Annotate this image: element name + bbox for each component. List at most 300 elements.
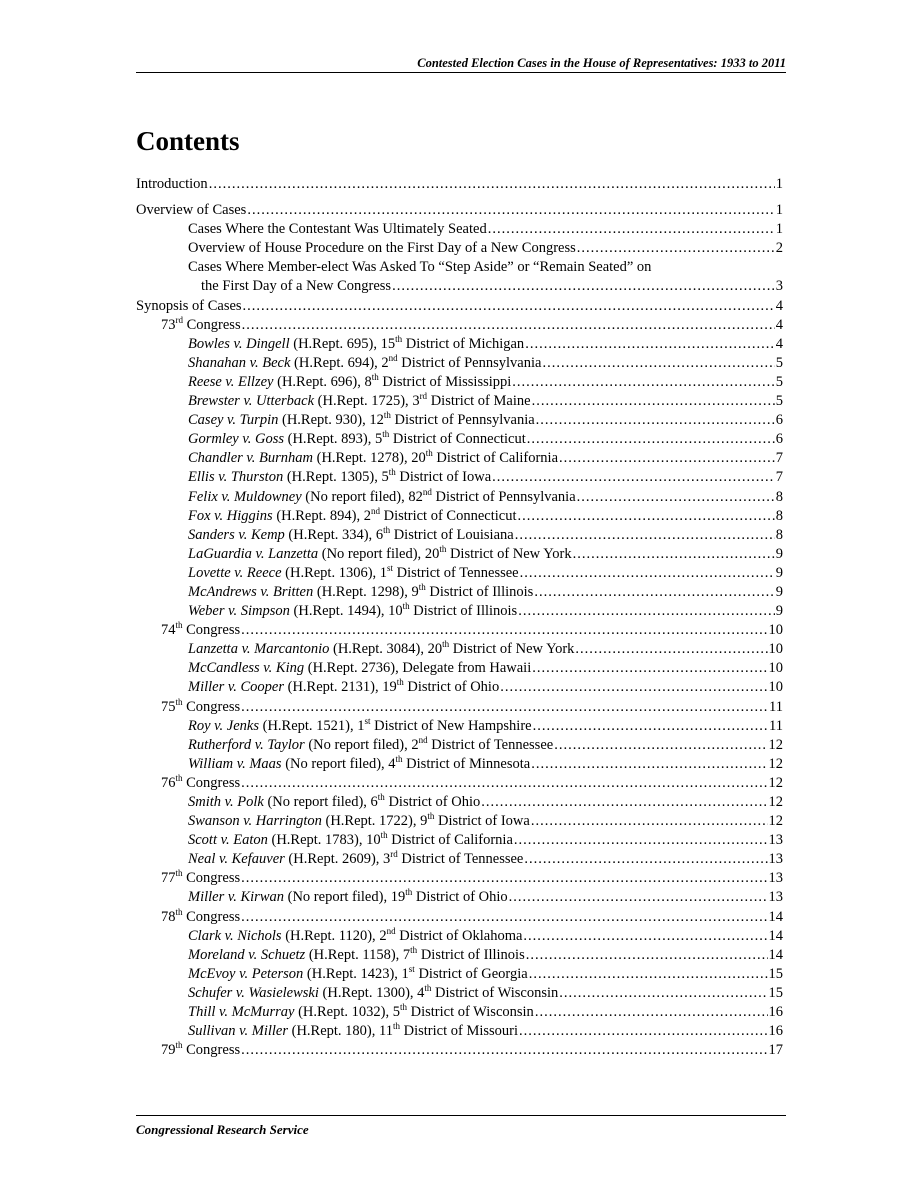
congress-label: Congress: [182, 774, 241, 791]
toc-page-number: 2: [775, 240, 783, 257]
toc-entry-case[interactable]: [136, 526, 783, 545]
toc-entry-label: the First Day of a New Congress: [201, 278, 392, 295]
district-name: District of Oklahoma: [395, 927, 523, 944]
district-number: 2: [363, 507, 371, 524]
dot-leader: [241, 621, 767, 640]
district-number: 9: [411, 583, 419, 600]
ordinal-suffix: th: [383, 524, 391, 535]
toc-entry-case[interactable]: [136, 736, 783, 755]
header-divider: [136, 72, 786, 73]
case-report: (H.Rept. 1158),: [305, 946, 403, 963]
case-report: (No report filed),: [284, 889, 391, 906]
toc-entry-case[interactable]: [136, 449, 783, 468]
case-name: Felix v. Muldowney: [188, 488, 302, 505]
ordinal-suffix: nd: [388, 353, 398, 364]
toc-page-number: 9: [775, 545, 783, 562]
district-name: District of Pennsylvania: [390, 412, 535, 429]
case-name: Brewster v. Utterback: [188, 393, 315, 410]
case-name: Lovette v. Reece: [188, 564, 282, 581]
case-report: (H.Rept. 694),: [290, 354, 382, 371]
ordinal-suffix: th: [396, 677, 404, 688]
dot-leader: [209, 175, 775, 194]
toc-page-number: 10: [768, 641, 783, 658]
district-name: District of Tennessee: [393, 564, 519, 581]
dot-leader: [500, 678, 767, 697]
case-name: Casey v. Turpin: [188, 412, 279, 429]
ordinal-suffix: th: [382, 429, 390, 440]
case-report: (H.Rept. 3084),: [329, 641, 428, 658]
ordinal-suffix: th: [424, 983, 432, 994]
ordinal-suffix: th: [380, 830, 388, 841]
congress-number: 78: [161, 908, 176, 925]
toc-page-number: 13: [768, 832, 783, 849]
toc-page-number: 8: [775, 507, 783, 524]
toc-page-number: 14: [768, 946, 783, 963]
district-number: 8: [364, 373, 372, 390]
ordinal-suffix: th: [427, 811, 435, 822]
toc-page-number: 5: [775, 393, 783, 410]
ordinal-suffix: th: [399, 1002, 407, 1013]
congress-number: 77: [161, 870, 176, 887]
district-name: District of California: [387, 832, 513, 849]
district-name: District of Pennsylvania: [431, 488, 576, 505]
case-name: Shanahan v. Beck: [188, 354, 291, 371]
toc-page-number: 7: [775, 469, 783, 486]
district-name: District of Connecticut: [379, 507, 517, 524]
toc-entry-case[interactable]: [136, 965, 783, 984]
toc-page-number: 12: [768, 813, 783, 830]
district-name: District of New York: [446, 545, 572, 562]
toc-entry-congress[interactable]: [136, 774, 783, 793]
case-name: Ellis v. Thurston: [188, 469, 284, 486]
dot-leader: [525, 335, 775, 354]
district-name: Delegate from Hawaii: [402, 660, 532, 677]
case-name: Swanson v. Harrington: [188, 813, 322, 830]
toc-page-number: 14: [768, 927, 783, 944]
toc-page-number: 9: [775, 564, 783, 581]
toc-entry-case[interactable]: [136, 640, 783, 659]
district-name: District of Illinois: [425, 583, 534, 600]
congress-number: 75: [161, 698, 176, 715]
district-number: 15: [380, 335, 396, 352]
case-report: (H.Rept. 1305),: [283, 469, 382, 486]
district-name: District of Georgia: [414, 965, 528, 982]
district-number: 82: [408, 488, 423, 505]
case-report: (H.Rept. 1306),: [281, 564, 380, 581]
district-number: 9: [420, 813, 428, 830]
toc-entry-case[interactable]: [136, 717, 783, 736]
toc-entry-label: Overview of Cases: [136, 202, 247, 219]
toc-page-number: 17: [768, 1042, 783, 1059]
case-report: (H.Rept. 695),: [289, 335, 381, 352]
ordinal-suffix: th: [410, 944, 418, 955]
ordinal-suffix: th: [442, 639, 450, 650]
case-report: (H.Rept. 1423),: [303, 965, 402, 982]
dot-leader: [514, 831, 768, 850]
dot-leader: [523, 927, 767, 946]
toc-page-number: 13: [768, 851, 783, 868]
case-name: William v. Maas: [188, 755, 282, 772]
district-number: 6: [370, 794, 378, 810]
ordinal-suffix: th: [395, 333, 403, 344]
congress-label: Congress: [182, 1042, 241, 1059]
dot-leader: [554, 736, 767, 755]
dot-leader: [392, 277, 775, 296]
district-name: District of Missouri: [400, 1023, 519, 1040]
toc-entry-step-aside-line1[interactable]: Cases Where Member-elect Was Asked To “Step Aside” or “Remain Seated” on: [188, 259, 652, 276]
district-number: 1: [401, 965, 409, 982]
ordinal-suffix: th: [439, 543, 447, 554]
toc-entry-case[interactable]: [136, 335, 783, 354]
dot-leader: [527, 430, 775, 449]
congress-label: Congress: [182, 908, 241, 925]
dot-leader: [241, 908, 767, 927]
toc-page-number: 1: [775, 176, 783, 192]
toc-entry-case[interactable]: [136, 507, 783, 526]
district-name: District of Iowa: [395, 469, 492, 486]
ordinal-suffix: th: [175, 620, 183, 631]
toc-entry-congress[interactable]: [136, 698, 783, 717]
case-name: Moreland v. Schuetz: [188, 946, 306, 963]
district-name: District of Connecticut: [389, 431, 526, 448]
congress-label: Congress: [183, 316, 241, 333]
dot-leader: [509, 888, 768, 907]
toc-page-number: 9: [775, 583, 783, 600]
district-number: 19: [382, 679, 397, 696]
toc-entry-case[interactable]: [136, 888, 783, 907]
dot-leader: [526, 946, 768, 965]
district-name: District of Ohio: [412, 889, 508, 906]
case-report: (H.Rept. 1278),: [313, 450, 412, 467]
running-header: Contested Election Cases in the House of Representatives: 1933 to 2011: [417, 56, 786, 70]
case-report: (H.Rept. 2609),: [284, 851, 384, 868]
district-name: District of Pennsylvania: [397, 354, 542, 371]
toc-entry-congress[interactable]: [136, 908, 783, 927]
case-report: (H.Rept. 1494),: [289, 603, 389, 620]
ordinal-suffix: th: [175, 773, 183, 784]
ordinal-suffix: th: [371, 372, 379, 383]
toc-entry-congress[interactable]: [136, 316, 783, 335]
dot-leader: [241, 698, 768, 717]
toc-entry-congress[interactable]: [136, 869, 783, 888]
dot-leader: [518, 602, 775, 621]
case-name: McAndrews v. Britten: [188, 583, 314, 600]
ordinal-suffix: th: [175, 1040, 183, 1051]
toc-page-number: 10: [768, 622, 783, 639]
ordinal-suffix: th: [425, 448, 433, 459]
case-name: Sanders v. Kemp: [188, 526, 285, 543]
case-report: (H.Rept. 696),: [273, 373, 365, 390]
case-report: (H.Rept. 894),: [272, 507, 364, 524]
district-name: District of Tennessee: [397, 851, 524, 868]
dot-leader: [531, 755, 767, 774]
dot-leader: [243, 297, 775, 316]
toc-page-number: 8: [775, 526, 783, 543]
toc-entry-label: Overview of House Procedure on the First Day of a New Congress: [188, 240, 576, 257]
case-report: (H.Rept. 1298),: [313, 583, 412, 600]
toc-page-number: 12: [768, 794, 783, 810]
dot-leader: [519, 1022, 767, 1041]
dot-leader: [242, 316, 775, 335]
ordinal-suffix: nd: [422, 486, 432, 497]
toc-entry-case[interactable]: [136, 392, 783, 411]
district-number: 4: [417, 984, 425, 1001]
dot-leader: [524, 850, 767, 869]
toc-page-number: 14: [768, 908, 783, 925]
dot-leader: [533, 717, 768, 736]
toc-entry-case[interactable]: [136, 430, 783, 449]
case-report: (H.Rept. 1521),: [258, 717, 358, 734]
toc-page-number: 1: [775, 202, 783, 219]
toc-page-number: 13: [768, 870, 783, 887]
toc-entry-label: Introduction: [136, 176, 208, 192]
ordinal-suffix: rd: [390, 849, 398, 860]
case-name: Sullivan v. Miller: [188, 1023, 288, 1040]
case-report: (No report filed),: [304, 736, 412, 753]
district-number: 19: [390, 889, 406, 906]
district-name: District of Iowa: [434, 813, 530, 830]
toc-entry-case[interactable]: [136, 468, 783, 487]
district-number: 20: [411, 450, 426, 467]
toc-entry-case[interactable]: [136, 545, 783, 564]
toc-entry-case[interactable]: [136, 488, 783, 507]
case-name: Scott v. Eaton: [188, 832, 268, 849]
dot-leader: [577, 239, 775, 258]
congress-number: 74: [161, 622, 176, 639]
district-number: 3: [412, 393, 420, 410]
district-number: 11: [379, 1023, 393, 1040]
case-name: Miller v. Kirwan: [188, 889, 284, 906]
toc-page-number: 10: [768, 679, 783, 696]
dot-leader: [531, 812, 768, 831]
district-name: District of New Hampshire: [370, 717, 532, 734]
case-report: (H.Rept. 930),: [278, 412, 370, 429]
toc-page-number: 8: [775, 488, 783, 505]
toc-entry-case[interactable]: [136, 927, 783, 946]
district-name: District of New York: [449, 641, 575, 658]
toc-entry-case[interactable]: [136, 812, 783, 831]
case-name: Chandler v. Burnham: [188, 450, 313, 467]
district-number: 1: [357, 717, 365, 734]
dot-leader: [481, 793, 767, 812]
dot-leader: [559, 449, 775, 468]
toc-page-number: 15: [768, 984, 783, 1001]
footer-divider: [136, 1115, 786, 1116]
case-name: Lanzetta v. Marcantonio: [188, 641, 330, 658]
case-report: (H.Rept. 893),: [283, 431, 375, 448]
ordinal-suffix: th: [395, 753, 403, 764]
toc-page-number: 7: [775, 450, 783, 467]
toc-entry-case[interactable]: [136, 411, 783, 430]
district-number: 1: [379, 564, 388, 581]
toc-page-number: 4: [775, 297, 783, 314]
ordinal-suffix: th: [175, 906, 183, 917]
case-name: Fox v. Higgins: [188, 507, 273, 524]
toc-entry-case[interactable]: [136, 946, 783, 965]
dot-leader: [492, 468, 775, 487]
case-report: (No report filed),: [263, 794, 371, 810]
toc-entry-case[interactable]: [136, 678, 783, 697]
toc-entry-overview[interactable]: [136, 201, 783, 220]
case-report: (No report filed),: [281, 755, 389, 772]
district-name: District of Tennessee: [427, 736, 554, 753]
case-name: Reese v. Ellzey: [188, 373, 274, 390]
toc-entry-synopsis[interactable]: [136, 297, 783, 316]
case-name: Clark v. Nichols: [188, 927, 282, 944]
ordinal-suffix: st: [408, 964, 415, 975]
toc-entry-case[interactable]: [136, 373, 783, 392]
toc-page-number: 5: [775, 373, 783, 390]
dot-leader: [520, 564, 775, 583]
toc-page-number: 12: [768, 755, 783, 772]
toc-page-number: 4: [775, 316, 783, 333]
page-footer: Congressional Research Service: [136, 1122, 309, 1137]
case-name: Thill v. McMurray: [188, 1004, 295, 1021]
toc-page-number: 13: [768, 889, 783, 906]
toc-entry-case[interactable]: [136, 583, 783, 602]
case-name: Smith v. Polk: [188, 794, 264, 810]
toc-entry-case[interactable]: [136, 1022, 783, 1041]
ordinal-suffix: nd: [386, 925, 396, 936]
district-number: 7: [402, 946, 411, 963]
ordinal-suffix: th: [402, 601, 410, 612]
case-name: Roy v. Jenks: [188, 717, 259, 734]
district-name: District of Wisconsin: [406, 1004, 534, 1021]
district-number: 6: [375, 526, 384, 543]
toc-entry-case[interactable]: [136, 984, 783, 1003]
dot-leader: [575, 640, 767, 659]
case-name: LaGuardia v. Lanzetta: [188, 545, 319, 562]
toc-entry-case[interactable]: [136, 564, 783, 583]
dot-leader: [241, 869, 767, 888]
toc-page-number: 3: [775, 278, 783, 295]
ordinal-suffix: st: [387, 563, 394, 574]
case-report: (H.Rept. 2131),: [283, 679, 383, 696]
case-report: (H.Rept. 1722),: [321, 813, 421, 830]
district-number: 2: [379, 927, 387, 944]
dot-leader: [577, 488, 775, 507]
dot-leader: [512, 373, 774, 392]
toc-entry-case[interactable]: [136, 850, 783, 869]
toc-page-number: 6: [775, 412, 783, 429]
case-name: Miller v. Cooper: [188, 679, 284, 696]
toc-page-number: 10: [768, 660, 783, 677]
toc-entry-house-procedure[interactable]: [136, 239, 783, 258]
district-number: 2: [411, 736, 419, 753]
district-name: District of Illinois: [417, 946, 525, 963]
toc-entry-case[interactable]: [136, 831, 783, 850]
case-name: McCandless v. King: [188, 660, 305, 677]
ordinal-suffix: rd: [419, 391, 428, 402]
case-report: (H.Rept. 2736),: [304, 660, 403, 677]
district-name: District of Maine: [427, 393, 531, 410]
toc-page-number: 16: [768, 1023, 783, 1040]
toc-entry-congress[interactable]: [136, 1041, 783, 1060]
district-number: 5: [381, 469, 389, 486]
page-title: Contents: [136, 126, 240, 156]
case-name: Neal v. Kefauver: [188, 851, 285, 868]
case-report: (H.Rept. 1120),: [281, 927, 380, 944]
district-number: 20: [427, 641, 443, 658]
district-number: 5: [375, 431, 383, 448]
toc-entry-case[interactable]: [136, 1003, 783, 1022]
ordinal-suffix: th: [175, 696, 183, 707]
dot-leader: [529, 965, 768, 984]
toc-page-number: 12: [768, 736, 783, 753]
case-report: (H.Rept. 334),: [284, 526, 376, 543]
ordinal-suffix: th: [418, 582, 426, 593]
ordinal-suffix: rd: [175, 314, 183, 325]
case-report: (No report filed),: [318, 545, 425, 562]
toc-page-number: 15: [768, 965, 783, 982]
ordinal-suffix: th: [175, 868, 183, 879]
toc-entry-contestant-seated[interactable]: [136, 220, 783, 239]
toc-entry-case[interactable]: [136, 793, 783, 812]
district-name: District of Minnesota: [402, 755, 531, 772]
case-name: Gormley v. Goss: [188, 431, 284, 448]
case-report: (H.Rept. 1725),: [314, 393, 413, 410]
case-name: Bowles v. Dingell: [188, 335, 290, 352]
dot-leader: [542, 354, 774, 373]
toc-entry-step-aside[interactable]: [136, 277, 783, 296]
toc-entry-case[interactable]: [136, 602, 783, 621]
congress-label: Congress: [182, 870, 241, 887]
toc-entry-congress[interactable]: [136, 621, 783, 640]
dot-leader: [488, 220, 775, 239]
case-report: (H.Rept. 1300),: [318, 984, 418, 1001]
district-name: District of Mississippi: [378, 373, 512, 390]
dot-leader: [532, 659, 767, 678]
district-name: District of Michigan: [402, 335, 525, 352]
district-number: 20: [424, 545, 440, 562]
ordinal-suffix: st: [364, 715, 371, 726]
toc-page-number: 4: [775, 335, 783, 352]
toc-page-number: 11: [769, 717, 783, 734]
district-name: District of Wisconsin: [431, 984, 559, 1001]
dot-leader: [536, 411, 775, 430]
dot-leader: [515, 526, 775, 545]
ordinal-suffix: th: [377, 792, 385, 803]
district-number: 12: [369, 412, 384, 429]
congress-number: 76: [161, 774, 176, 791]
toc-page-number: 9: [775, 603, 783, 620]
district-number: 3: [383, 851, 391, 868]
district-name: District of Ohio: [403, 679, 500, 696]
toc-entry-case[interactable]: [136, 659, 783, 678]
toc-entry-case[interactable]: [136, 755, 783, 774]
congress-number: 79: [161, 1042, 176, 1059]
toc-entry-introduction[interactable]: [136, 175, 783, 194]
congress-label: Congress: [182, 622, 241, 639]
case-name: McEvoy v. Peterson: [188, 965, 304, 982]
dot-leader: [532, 392, 775, 411]
district-name: District of Illinois: [409, 603, 518, 620]
district-number: 10: [388, 603, 403, 620]
toc-page-number: 5: [775, 354, 783, 371]
table-of-contents: [136, 175, 783, 1060]
district-number: 5: [392, 1004, 400, 1021]
case-name: Schufer v. Wasielewski: [188, 984, 319, 1001]
case-report: (H.Rept. 180),: [288, 1023, 380, 1040]
dot-leader: [241, 774, 767, 793]
toc-page-number: 11: [769, 698, 783, 715]
ordinal-suffix: nd: [418, 734, 428, 745]
district-name: District of Louisiana: [390, 526, 514, 543]
toc-entry-case[interactable]: [136, 354, 783, 373]
dot-leader: [559, 984, 767, 1003]
toc-page-number: 6: [775, 431, 783, 448]
ordinal-suffix: th: [405, 887, 413, 898]
